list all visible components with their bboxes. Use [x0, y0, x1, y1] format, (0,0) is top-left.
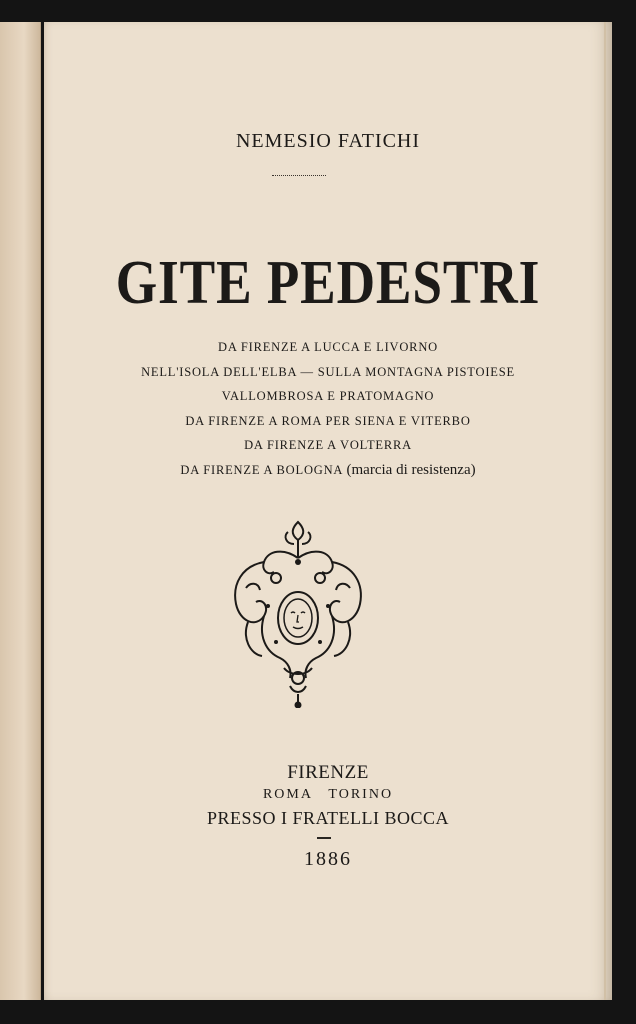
imprint-other-cities: ROMA TORINO — [262, 787, 394, 802]
imprint-year: 1886 — [304, 848, 352, 870]
subtitle-line: DA FIRENZE A BOLOGNA (marcia di resistenza) — [180, 461, 476, 478]
printer-ornament-icon — [228, 518, 368, 708]
author-divider — [272, 175, 326, 176]
subtitle-line: DA FIRENZE A VOLTERRA — [244, 438, 412, 452]
subtitle-line: DA FIRENZE A ROMA PER SIENA E VITERBO — [185, 413, 471, 428]
facing-page-edge — [0, 22, 41, 1000]
title-page — [44, 22, 612, 1000]
subtitle-note: (marcia di resistenza) — [346, 461, 476, 478]
imprint-divider — [317, 837, 331, 839]
subtitle-line: VALLOMBROSA E PRATOMAGNO — [221, 389, 435, 403]
subtitle-line: DA FIRENZE A LUCCA E LIVORNO — [218, 340, 438, 354]
imprint-city: FIRENZE — [287, 762, 369, 783]
author-name: NEMESIO FATICHI — [235, 130, 421, 152]
subtitle-list — [44, 335, 612, 482]
subtitle-line: NELL'ISOLA DELL'ELBA — SULLA MONTAGNA PISTOIESE — [141, 364, 515, 379]
imprint-publisher: PRESSO I FRATELLI BOCCA — [206, 808, 450, 828]
book-title: GITE PEDESTRI — [115, 249, 541, 317]
